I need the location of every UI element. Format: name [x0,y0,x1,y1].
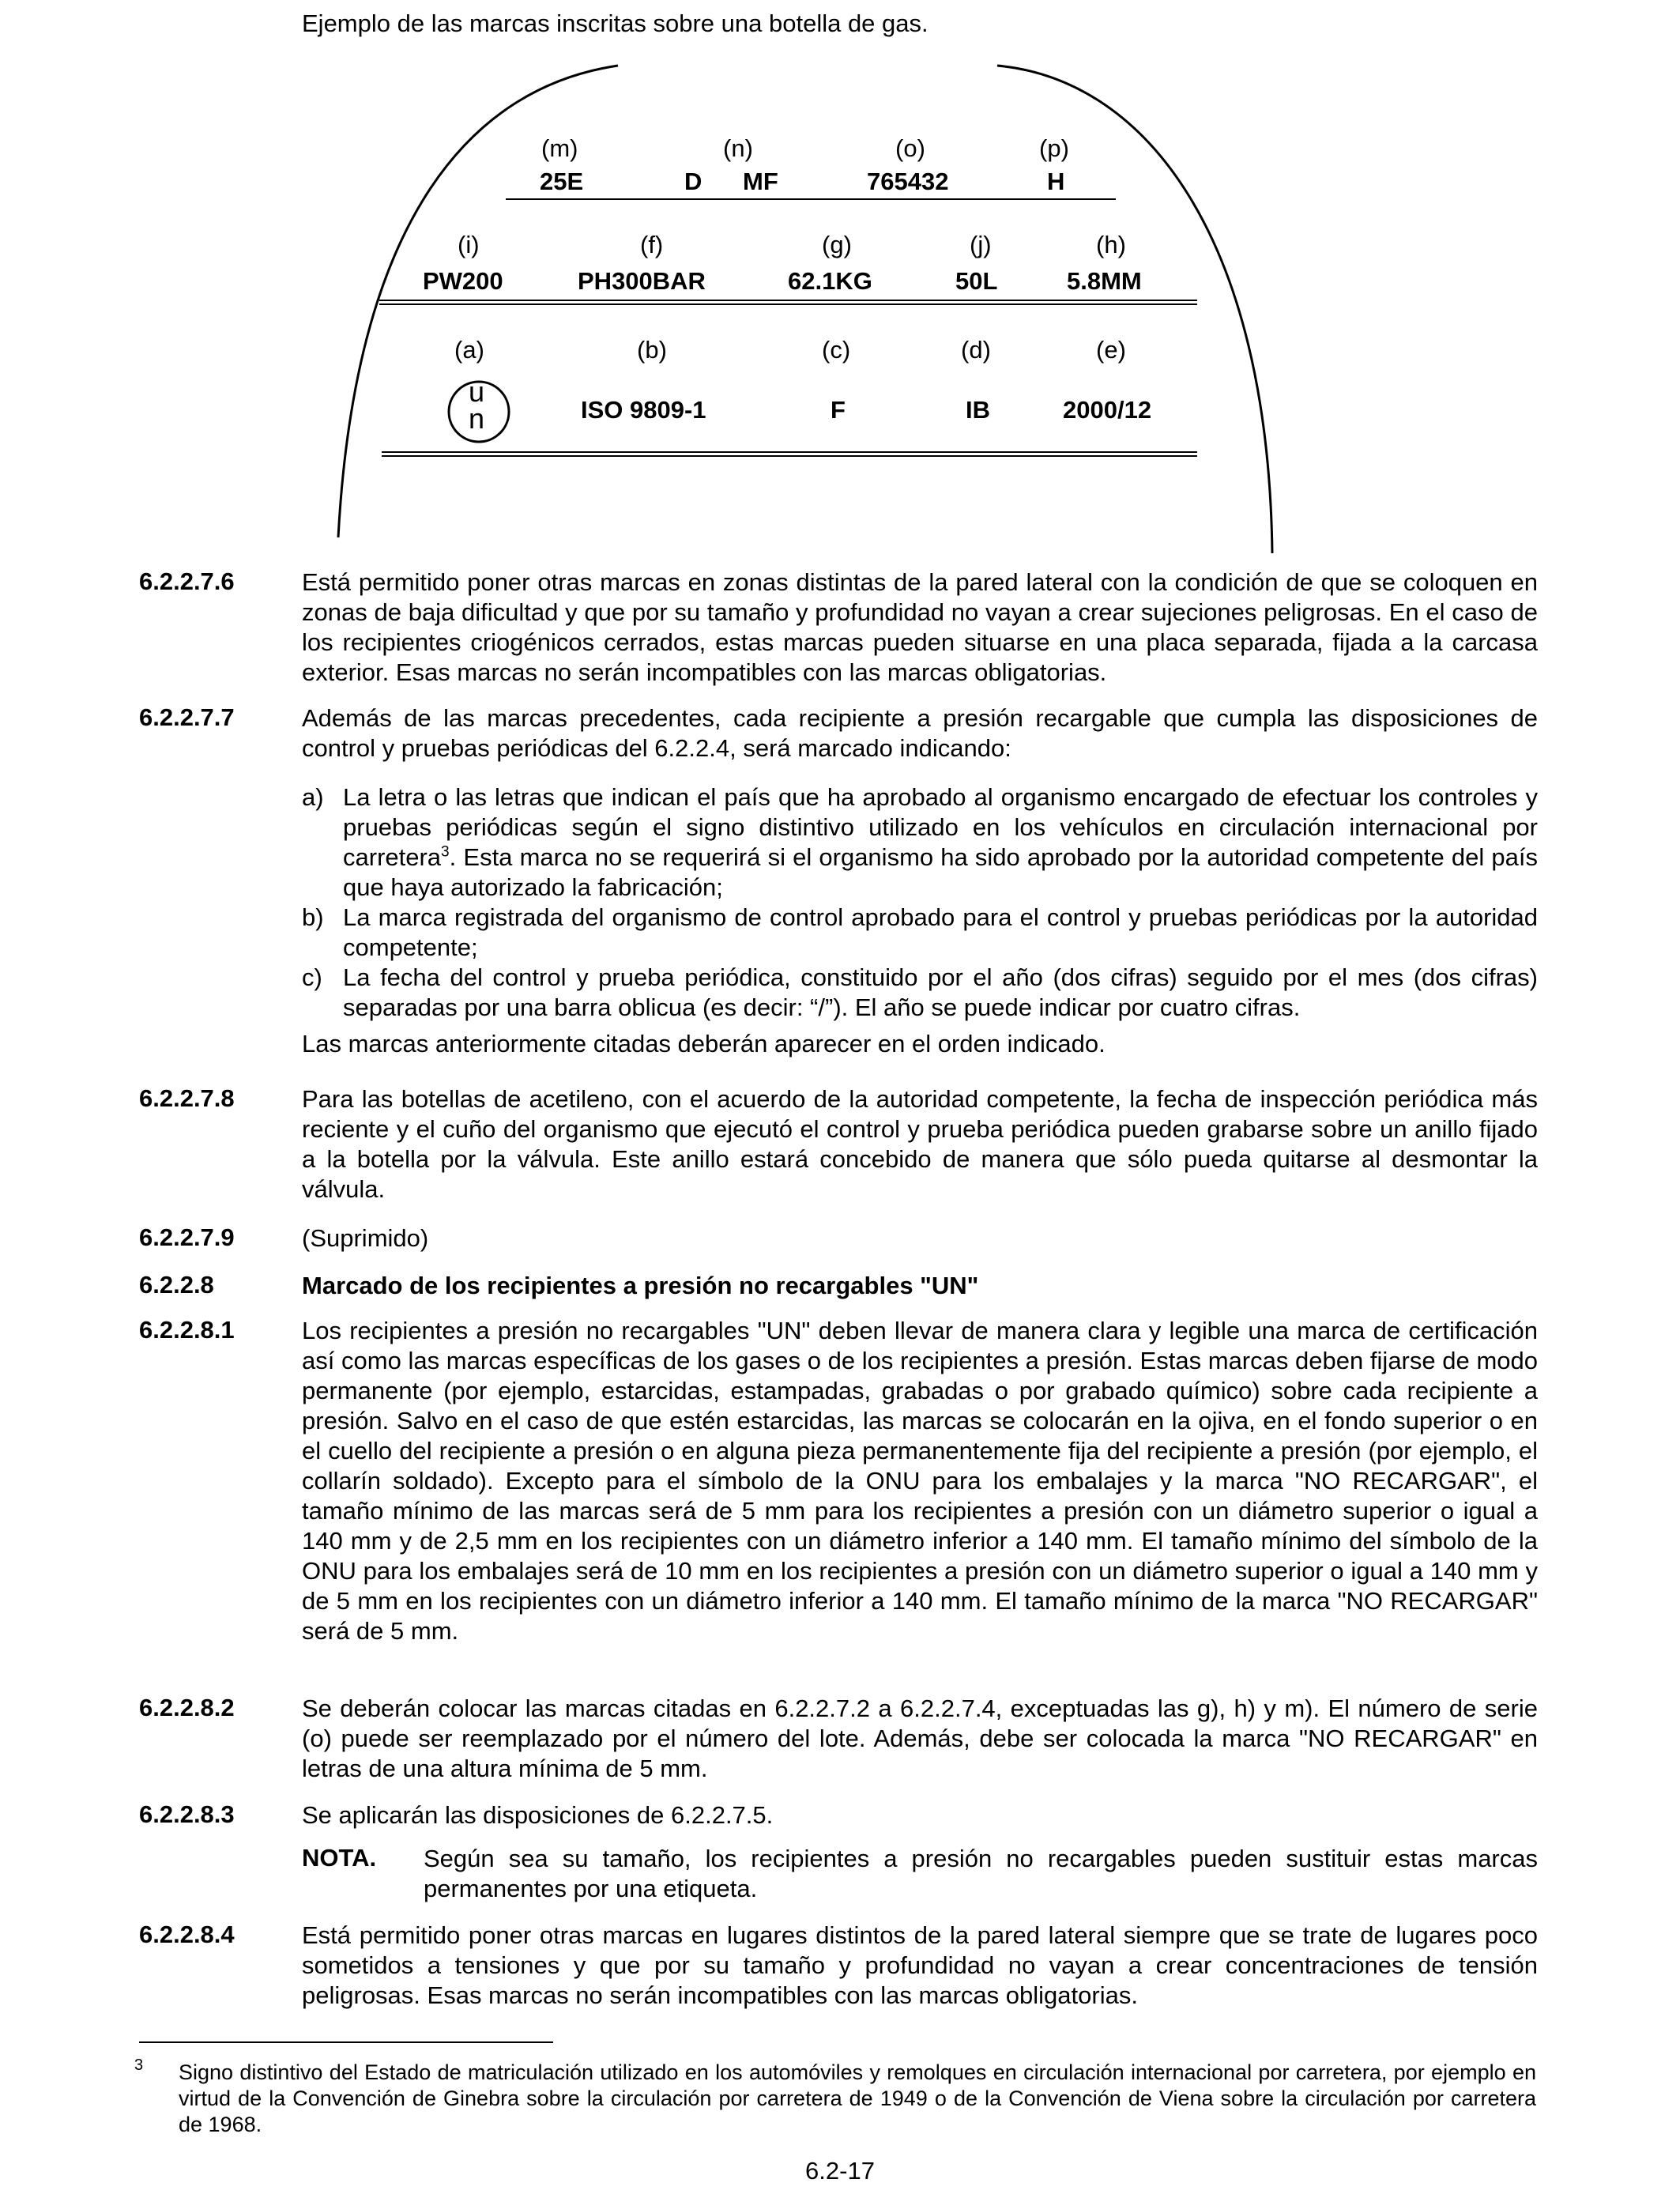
label-m: (m) [541,134,578,162]
section-number: 6.2.2.8.1 [139,1316,235,1344]
list-key: b) [302,903,324,931]
value-serial: 765432 [867,168,949,195]
value-62.1KG: 62.1KG [788,267,872,295]
un-symbol-n: n [469,402,485,435]
value-iso: ISO 9809-1 [581,396,706,424]
section-text: Para las botellas de acetileno, con el acuerdo de la autoridad competente, la fecha de inspección periódica más reciente y el cuño del organismo que ejecutó el control y prueba periódica pueden grabarse sobre un anillo fijado a la botella por la válvula. Este anillo estará concebido de manera que sólo pueda quitarse al desmontar la válvula. [302,1085,1538,1203]
label-i: (i) [458,231,480,258]
section-number: 6.2.2.8.3 [139,1800,235,1828]
section-number: 6.2.2.8.2 [139,1694,235,1721]
value-2000-12: 2000/12 [1063,396,1152,424]
value-50L: 50L [955,267,998,295]
section-number: 6.2.2.7.9 [139,1223,235,1251]
section-text: Se aplicarán las disposiciones de 6.2.2.7.5. [302,1801,774,1829]
list-key: a) [302,783,324,811]
section-number: 6.2.2.7.8 [139,1084,235,1112]
value-MF: MF [743,168,778,195]
section-text: Está permitido poner otras marcas en lugares distintos de la pared lateral siempre que se trate de lugares poco sometidos a tensiones y que por su tamaño y profundidad no vayan a crear concentraciones de tensión peligrosas. Esas marcas no serán incompatibles con las marcas obligatorias. [302,1921,1538,2009]
footnote-text: Signo distintivo del Estado de matriculación utilizado en los automóviles y remolques en circulación internacional por carretera, por ejemplo en virtud de la Convención de Ginebra sobre la circulación por carretera de 1949 o de la Convención de Viena sobre la circulación por carretera de 1968. [179,2060,1536,2136]
value-F: F [831,396,846,424]
figure-caption: Ejemplo de las marcas inscritas sobre una botella de gas. [302,9,929,37]
label-p: (p) [1039,134,1069,162]
value-PH300BAR: PH300BAR [578,267,706,295]
value-5.8MM: 5.8MM [1067,267,1142,295]
page-number: 6.2-17 [805,2157,875,2185]
label-n: (n) [723,134,753,162]
section-title: Marcado de los recipientes a presión no recargables "UN" [302,1272,979,1299]
section-text: Los recipientes a presión no recargables "UN" deben llevar de manera clara y legible una marca de certificación así como las marcas específicas de los gases o de los recipientes a presión. Estas marcas deben fijarse de modo permanente (por ejemplo, estarcidas, estampadas, grabadas o por grabado químico) sobre cada recipiente a presión. Salvo en el caso de que estén estarcidas, las marcas se colocarán en la ojiva, en el fondo superior o en el cuello del recipiente a presión o en alguna pieza permanentemente fija del recipiente a presión (por ejemplo, el collarín soldado). Excepto para el símbolo de la ONU para los embalajes y la marca "NO RECARGAR", el tamaño mínimo de las marcas será de 5 mm para los recipientes a presión con un diámetro superior o igual a 140 mm y de 2,5 mm en los recipientes con un diámetro inferior a 140 mm. El tamaño mínimo del símbolo de la ONU para los embalajes será de 10 mm en los recipientes a presión con un diámetro superior o igual a 140 mm y de 5 mm en los recipientes con un diámetro inferior a 140 mm. El tamaño mínimo de la marca "NO RECARGAR" será de 5 mm. [302,1317,1538,1645]
section-text: Está permitido poner otras marcas en zonas distintas de la pared lateral con la condición de que se coloquen en zonas de baja dificultad y que por su tamaño y profundidad no vayan a crear sujeciones peligrosas. En el caso de los recipientes criogénicos cerrados, estas marcas pueden situarse en una placa separada, fijada a la carcasa exterior. Esas marcas no serán incompatibles con las marcas obligatorias. [302,568,1538,686]
note-label: NOTA. [302,1844,377,1872]
section-text: (Suprimido) [302,1224,429,1252]
un-symbol-u: u [469,375,485,408]
section-number: 6.2.2.8 [139,1271,214,1299]
value-PW200: PW200 [423,267,503,295]
value-H: H [1047,168,1065,195]
section-number: 6.2.2.8.4 [139,1921,235,1948]
label-f: (f) [640,231,664,258]
list-item: b) La marca registrada del organismo de control aprobado para el control y pruebas periódicas por la autoridad competente; [302,903,1538,961]
footnote-ref[interactable]: 3 [441,843,450,861]
section-text: Además de las marcas precedentes, cada recipiente a presión recargable que cumpla las disposiciones de control y pruebas periódicas del 6.2.2.4, será marcado indicando: [302,704,1538,762]
marking-list [302,782,1538,1023]
section-closing: Las marcas anteriormente citadas deberán aparecer en el orden indicado. [302,1030,1106,1057]
label-e: (e) [1096,336,1126,364]
note-text: Según sea su tamaño, los recipientes a presión no recargables pueden sustituir estas marcas permanentes por una etiqueta. [424,1845,1538,1902]
label-o: (o) [895,134,925,162]
value-IB: IB [966,396,990,424]
value-25E: 25E [540,168,584,195]
list-item: a) La letra o las letras que indican el país que ha aprobado al organismo encargado de efectuar los controles y pruebas periódicas según el signo distintivo utilizado en los vehículos en circulación internacional por carretera$^3$. Esta marca no se requerirá si el organismo ha sido aprobado por la autoridad competente del país que haya autorizado la fabricación; [302,783,1538,901]
gas-cylinder-marking-diagram [0,0,1680,569]
label-j: (j) [970,231,992,258]
label-b: (b) [637,336,667,364]
label-d: (d) [961,336,991,364]
list-key: c) [302,963,322,991]
section-text: Se deberán colocar las marcas citadas en 6.2.2.7.2 a 6.2.2.7.4, exceptuadas las g), h) y m). El número de serie (o) puede ser reemplazado por el número del lote. Además, debe ser colocada la marca "NO RECARGAR" en letras de una altura mínima de 5 mm. [302,1695,1538,1782]
label-g: (g) [822,231,852,258]
label-a: (a) [454,336,484,364]
label-h: (h) [1096,231,1126,258]
list-item: c) La fecha del control y prueba periódica, constituido por el año (dos cifras) seguido por el mes (dos cifras) separadas por una barra oblicua (es decir: “/”). El año se puede indicar por cuatro cifras. [302,963,1538,1021]
footnote-number: 3 [134,2056,144,2074]
section-number: 6.2.2.7.7 [139,703,235,731]
value-D: D [684,168,703,195]
label-c: (c) [822,336,851,364]
section-number: 6.2.2.7.6 [139,567,235,595]
footnote-separator [139,2041,553,2043]
